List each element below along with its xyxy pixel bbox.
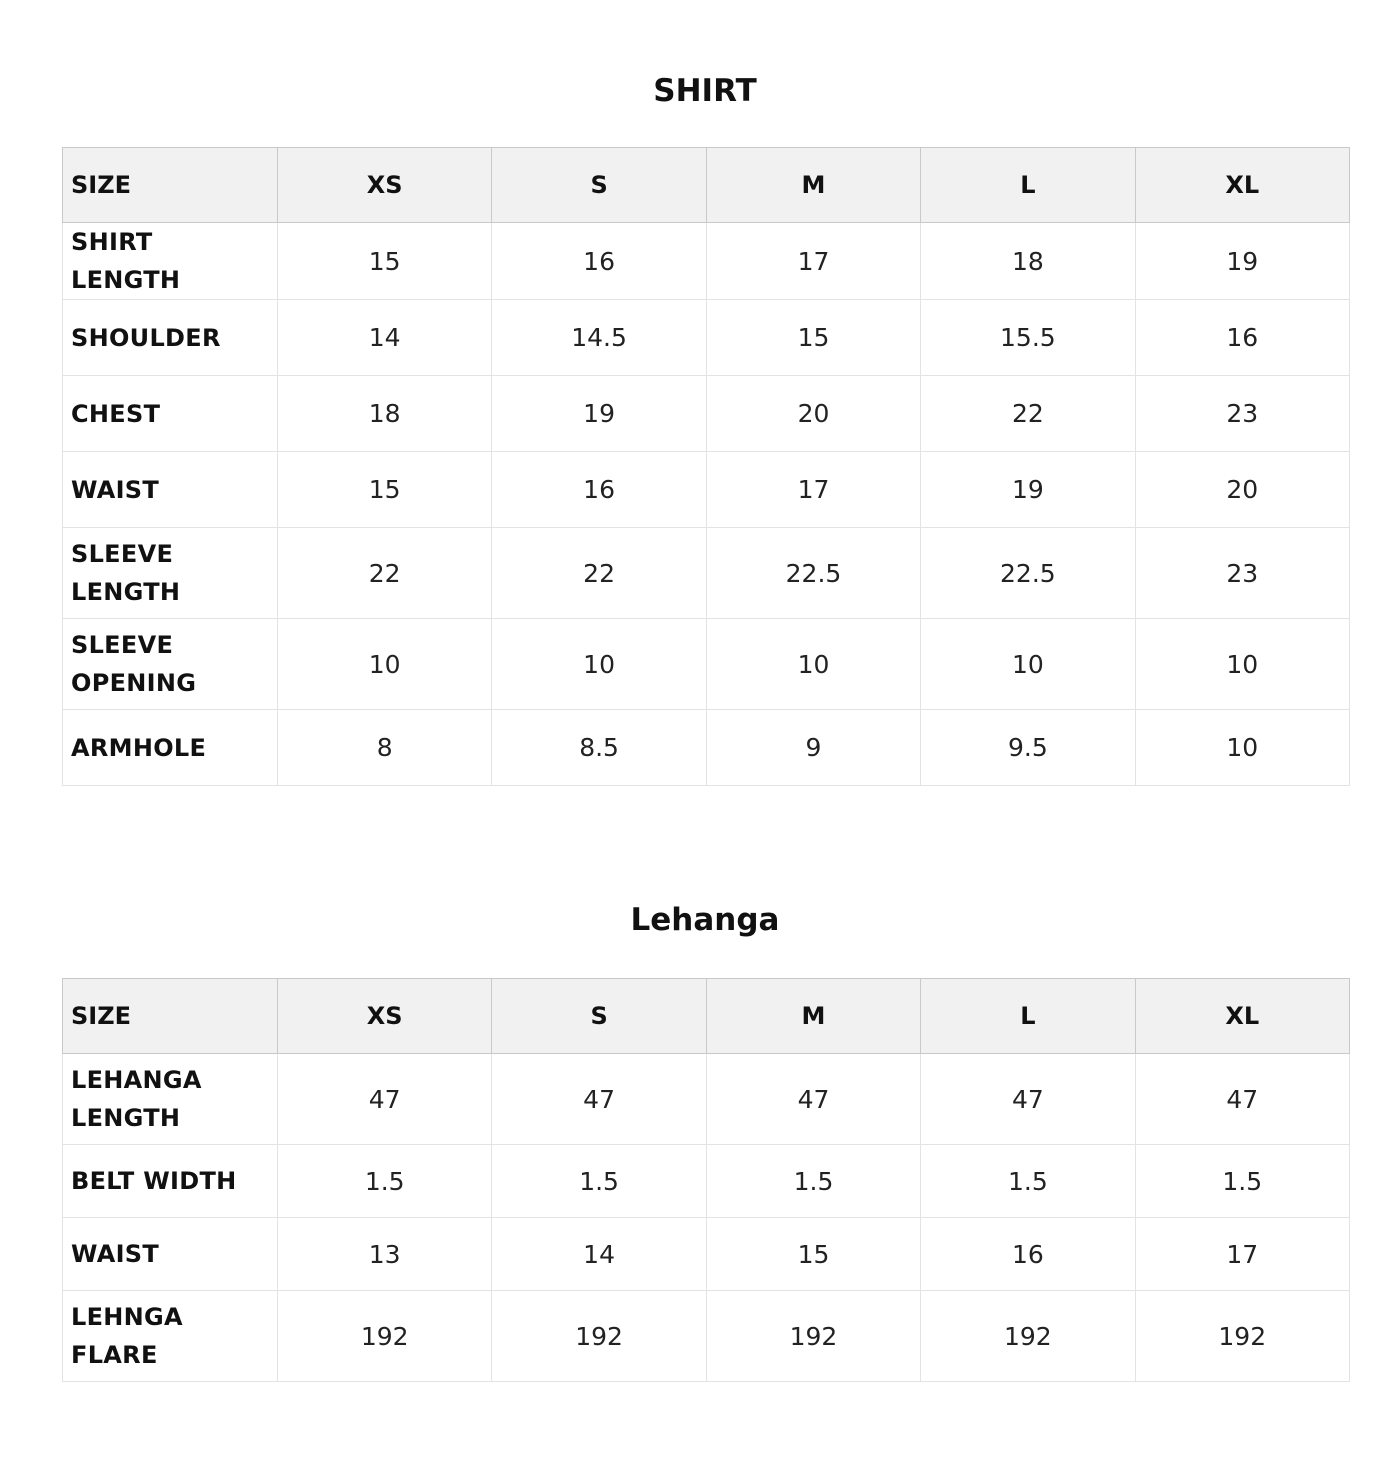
shirt-title: SHIRT bbox=[653, 73, 757, 109]
measurement-value: 14 bbox=[492, 1218, 706, 1291]
shirt-size-table bbox=[62, 147, 1350, 786]
size-header-s: S bbox=[492, 148, 706, 223]
measurement-value: 1.5 bbox=[492, 1145, 706, 1218]
measurement-value: 9 bbox=[706, 710, 920, 786]
measurement-value: 47 bbox=[278, 1054, 492, 1145]
table-row bbox=[63, 452, 1350, 528]
measurement-value: 18 bbox=[278, 376, 492, 452]
size-header-m: M bbox=[706, 979, 920, 1054]
size-header-s: S bbox=[492, 979, 706, 1054]
measurement-value: 16 bbox=[492, 452, 706, 528]
measurement-value: 1.5 bbox=[278, 1145, 492, 1218]
measurement-value: 15 bbox=[706, 1218, 920, 1291]
measurement-value: 19 bbox=[492, 376, 706, 452]
measurement-value: 19 bbox=[1135, 223, 1349, 300]
measurement-value: 192 bbox=[921, 1291, 1135, 1382]
measurement-value: 22 bbox=[278, 528, 492, 619]
measurement-value: 15 bbox=[706, 300, 920, 376]
measurement-value: 47 bbox=[1135, 1054, 1349, 1145]
measurement-value: 8.5 bbox=[492, 710, 706, 786]
size-header-xl: XL bbox=[1135, 148, 1349, 223]
table-row bbox=[63, 1291, 1350, 1382]
measurement-value: 16 bbox=[1135, 300, 1349, 376]
measurement-value: 192 bbox=[706, 1291, 920, 1382]
table-header-row bbox=[63, 979, 1350, 1054]
measurement-value: 20 bbox=[1135, 452, 1349, 528]
measurement-label: WAIST bbox=[63, 1218, 278, 1291]
measurement-value: 16 bbox=[921, 1218, 1135, 1291]
table-row bbox=[63, 376, 1350, 452]
measurement-label: SHOULDER bbox=[63, 300, 278, 376]
measurement-label: SHIRT LENGTH bbox=[63, 223, 278, 300]
size-header-xs: XS bbox=[278, 979, 492, 1054]
size-header-xs: XS bbox=[278, 148, 492, 223]
measurement-value: 22.5 bbox=[921, 528, 1135, 619]
table-row bbox=[63, 1218, 1350, 1291]
measurement-label: WAIST bbox=[63, 452, 278, 528]
measurement-label: BELT WIDTH bbox=[63, 1145, 278, 1218]
table-row bbox=[63, 300, 1350, 376]
measurement-value: 1.5 bbox=[706, 1145, 920, 1218]
measurement-value: 14.5 bbox=[492, 300, 706, 376]
table-header-row bbox=[63, 148, 1350, 223]
measurement-value: 15 bbox=[278, 223, 492, 300]
measurement-value: 18 bbox=[921, 223, 1135, 300]
measurement-value: 10 bbox=[921, 619, 1135, 710]
measurement-label: LEHNGA FLARE bbox=[63, 1291, 278, 1382]
lehanga-title: Lehanga bbox=[630, 902, 780, 938]
measurement-value: 1.5 bbox=[1135, 1145, 1349, 1218]
measurement-value: 19 bbox=[921, 452, 1135, 528]
measurement-value: 192 bbox=[1135, 1291, 1349, 1382]
measurement-label: SLEEVE OPENING bbox=[63, 619, 278, 710]
measurement-value: 10 bbox=[492, 619, 706, 710]
measurement-value: 10 bbox=[706, 619, 920, 710]
size-column-header: SIZE bbox=[63, 979, 278, 1054]
measurement-value: 15 bbox=[278, 452, 492, 528]
measurement-label: SLEEVE LENGTH bbox=[63, 528, 278, 619]
measurement-value: 22.5 bbox=[706, 528, 920, 619]
measurement-value: 9.5 bbox=[921, 710, 1135, 786]
measurement-value: 15.5 bbox=[921, 300, 1135, 376]
measurement-value: 23 bbox=[1135, 376, 1349, 452]
measurement-label: ARMHOLE bbox=[63, 710, 278, 786]
measurement-value: 17 bbox=[706, 452, 920, 528]
measurement-value: 192 bbox=[278, 1291, 492, 1382]
measurement-value: 13 bbox=[278, 1218, 492, 1291]
measurement-label: CHEST bbox=[63, 376, 278, 452]
measurement-value: 47 bbox=[706, 1054, 920, 1145]
measurement-value: 14 bbox=[278, 300, 492, 376]
measurement-value: 10 bbox=[1135, 710, 1349, 786]
measurement-value: 20 bbox=[706, 376, 920, 452]
measurement-value: 17 bbox=[1135, 1218, 1349, 1291]
measurement-value: 8 bbox=[278, 710, 492, 786]
size-header-m: M bbox=[706, 148, 920, 223]
measurement-value: 22 bbox=[492, 528, 706, 619]
measurement-value: 10 bbox=[278, 619, 492, 710]
measurement-value: 17 bbox=[706, 223, 920, 300]
lehanga-size-table bbox=[62, 978, 1350, 1382]
table-row bbox=[63, 1054, 1350, 1145]
measurement-value: 47 bbox=[921, 1054, 1135, 1145]
measurement-value: 1.5 bbox=[921, 1145, 1135, 1218]
measurement-value: 10 bbox=[1135, 619, 1349, 710]
size-header-l: L bbox=[921, 979, 1135, 1054]
measurement-value: 22 bbox=[921, 376, 1135, 452]
size-header-xl: XL bbox=[1135, 979, 1349, 1054]
size-column-header: SIZE bbox=[63, 148, 278, 223]
measurement-label: LEHANGA LENGTH bbox=[63, 1054, 278, 1145]
measurement-value: 23 bbox=[1135, 528, 1349, 619]
table-row bbox=[63, 710, 1350, 786]
table-row bbox=[63, 619, 1350, 710]
measurement-value: 16 bbox=[492, 223, 706, 300]
table-row bbox=[63, 528, 1350, 619]
size-header-l: L bbox=[921, 148, 1135, 223]
table-row bbox=[63, 223, 1350, 300]
table-row bbox=[63, 1145, 1350, 1218]
measurement-value: 192 bbox=[492, 1291, 706, 1382]
measurement-value: 47 bbox=[492, 1054, 706, 1145]
